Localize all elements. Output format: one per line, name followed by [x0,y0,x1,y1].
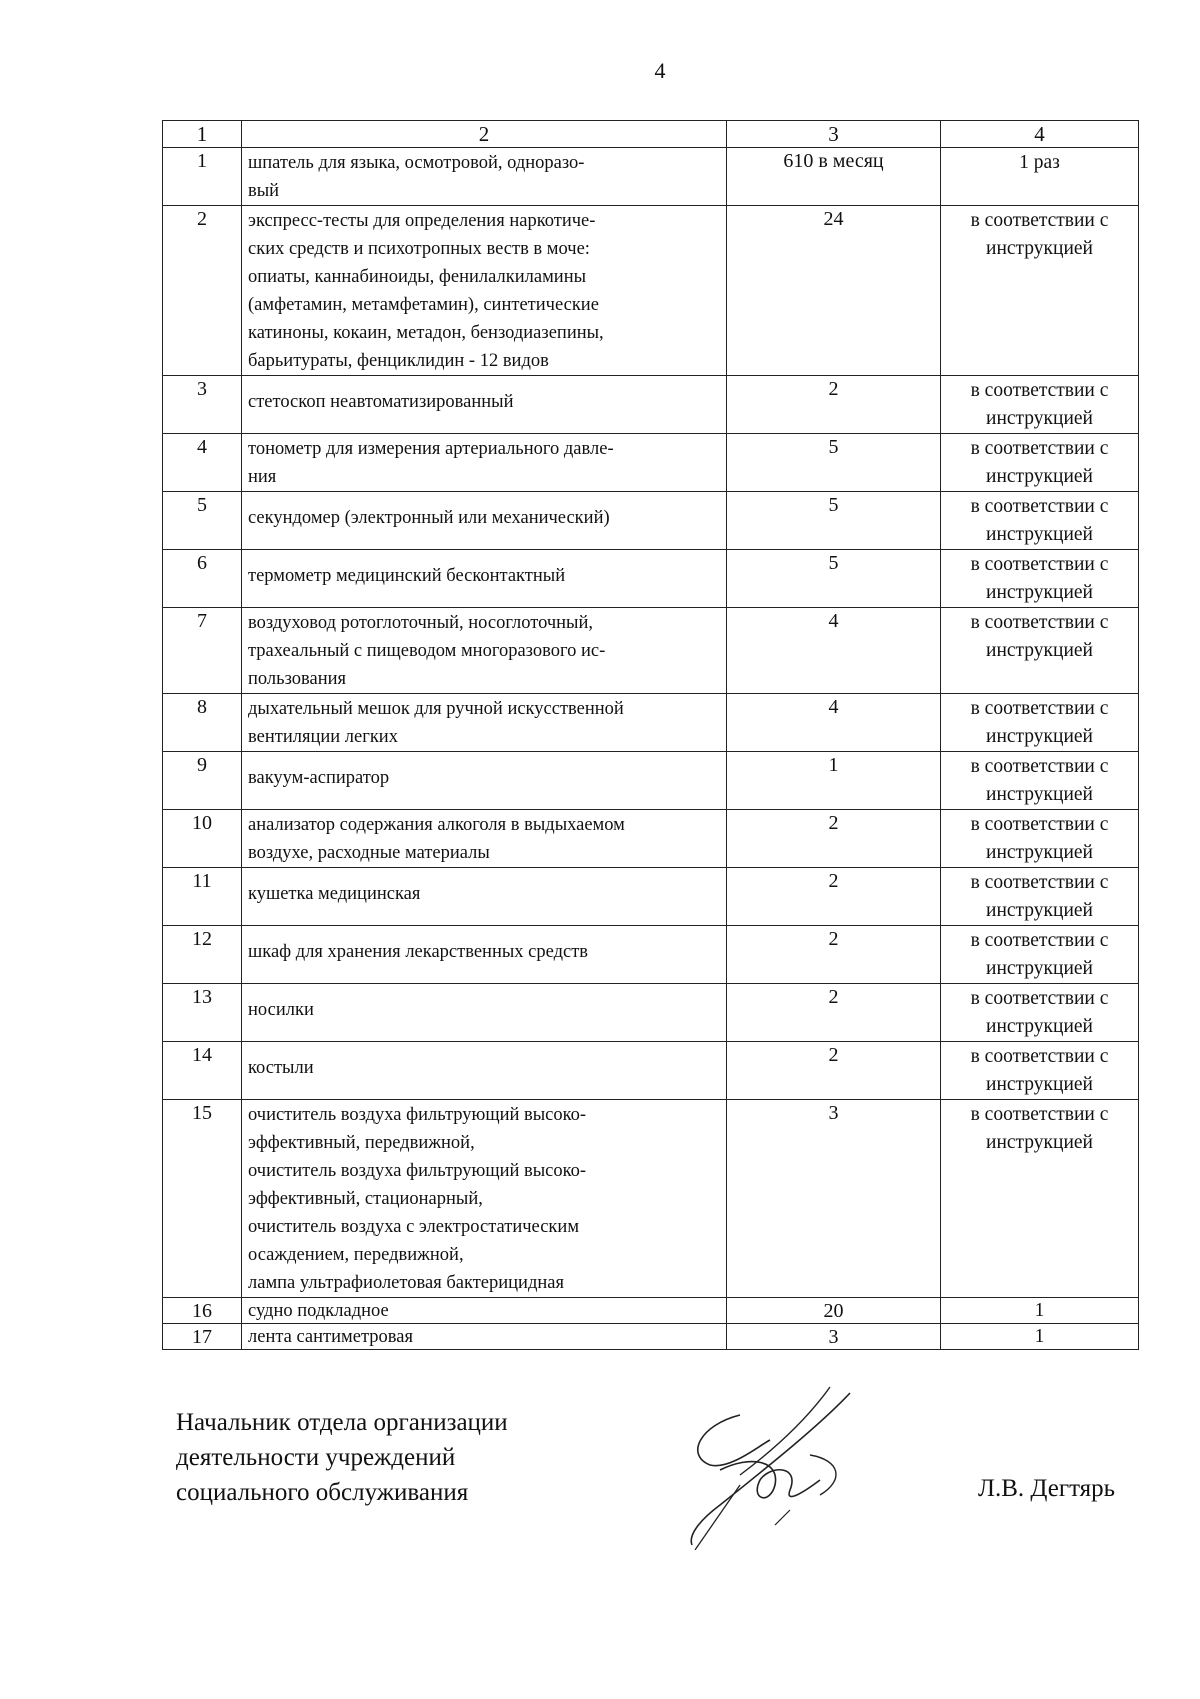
quantity-cell: 24 [727,206,941,376]
item-name-line: лента сантиметровая [248,1327,413,1347]
row-number-cell: 10 [163,810,242,868]
row-number-cell: 11 [163,868,242,926]
row-number-cell: 2 [163,206,242,376]
item-name-cell [242,868,727,926]
quantity-cell: 610 в месяц [727,148,941,206]
frequency-cell: в соответствии с инструкцией [941,492,1139,550]
item-name-cell [242,1042,727,1100]
quantity-cell: 5 [727,492,941,550]
item-name-line: экспресс-тесты для определения наркотиче- [248,211,596,231]
item-name-line: шкаф для хранения лекарственных средств [248,942,589,962]
item-name-line: лампа ультрафиолетовая бактерицидная [248,1273,564,1293]
row-number-cell: 4 [163,434,242,492]
frequency-cell: в соответствии с инструкцией [941,868,1139,926]
table-row [163,926,1139,984]
item-name-line: эффективный, стационарный, [248,1189,483,1209]
row-number-cell: 13 [163,984,242,1042]
table-row [163,1042,1139,1100]
row-number-cell: 1 [163,148,242,206]
table-row [163,550,1139,608]
table-row [163,376,1139,434]
item-name-line: анализатор содержания алкоголя в выдыхаемом [248,815,625,835]
item-name-line: тонометр для измерения артериального давле- [248,439,614,459]
item-name-line: очиститель воздуха с электростатическим [248,1217,580,1237]
header-cell-1: 1 [163,121,242,148]
item-name-cell [242,752,727,810]
item-name-line: эффективный, передвижной, [248,1133,475,1153]
table-row [163,810,1139,868]
row-number-cell: 7 [163,608,242,694]
item-name-cell [242,1100,727,1298]
item-name-cell [242,206,727,376]
row-number-cell: 17 [163,1324,242,1350]
table-row [163,434,1139,492]
item-name-line: воздуховод ротоглоточный, носоглоточный, [248,613,594,633]
quantity-cell: 4 [727,694,941,752]
item-name-line: трахеальный с пищеводом многоразового ис- [248,641,606,661]
frequency-cell: в соответствии с инструкцией [941,608,1139,694]
item-name-line: дыхательный мешок для ручной искусственной [248,699,624,719]
frequency-cell: 1 [941,1298,1139,1324]
item-name-line: осаждением, передвижной, [248,1245,464,1265]
item-name-line: вентиляции легких [248,727,398,747]
quantity-cell: 20 [727,1298,941,1324]
frequency-cell: 1 раз [941,148,1139,206]
item-name-cell [242,492,727,550]
table-row [163,608,1139,694]
header-cell-2: 2 [242,121,727,148]
item-name-line: ния [248,467,277,487]
row-number-cell: 6 [163,550,242,608]
item-name-line: опиаты, каннабиноиды, фенилалкиламины [248,267,587,287]
frequency-cell: 1 [941,1324,1139,1350]
page-number: 4 [654,58,666,83]
row-number-cell: 15 [163,1100,242,1298]
item-name-line: судно подкладное [248,1301,389,1321]
item-name-line: очиститель воздуха фильтрующий высоко- [248,1161,587,1181]
quantity-cell: 2 [727,376,941,434]
row-number-cell: 8 [163,694,242,752]
row-number-cell: 5 [163,492,242,550]
header-cell-3: 3 [727,121,941,148]
table-row [163,984,1139,1042]
item-name-line: шпатель для языка, осмотровой, одноразо- [248,153,585,173]
quantity-cell: 2 [727,1042,941,1100]
table-row [163,148,1139,206]
equipment-table [162,120,1139,1350]
quantity-cell: 2 [727,926,941,984]
item-name-line: секундомер (электронный или механический) [248,508,610,528]
position-line: социального обслуживания [176,1479,469,1506]
signatory-position [176,1405,508,1510]
item-name-line: вакуум-аспиратор [248,768,390,788]
handwritten-signature [680,1385,910,1550]
table-row [163,1298,1139,1324]
frequency-cell: в соответствии с инструкцией [941,376,1139,434]
item-name-line: ских средств и психотропных веств в моче: [248,239,590,259]
item-name-line: барьитураты, фенциклидин - 12 видов [248,351,549,371]
row-number-cell: 12 [163,926,242,984]
table-row [163,868,1139,926]
quantity-cell: 5 [727,434,941,492]
item-name-cell [242,376,727,434]
item-name-line: кушетка медицинская [248,884,421,904]
item-name-line: (амфетамин, метамфетамин), синтетические [248,295,599,315]
frequency-cell: в соответствии с инструкцией [941,550,1139,608]
table-row [163,1100,1139,1298]
item-name-line: термометр медицинский бесконтактный [248,566,566,586]
item-name-cell [242,434,727,492]
table-row [163,1324,1139,1350]
frequency-cell: в соответствии с инструкцией [941,1100,1139,1298]
quantity-cell: 4 [727,608,941,694]
row-number-cell: 9 [163,752,242,810]
quantity-cell: 2 [727,868,941,926]
quantity-cell: 3 [727,1324,941,1350]
frequency-cell: в соответствии с инструкцией [941,434,1139,492]
item-name-cell [242,694,727,752]
item-name-line: катиноны, кокаин, метадон, бензодиазепины, [248,323,604,343]
table-row [163,492,1139,550]
position-line: Начальник отдела организации [176,1409,508,1436]
item-name-line: воздухе, расходные материалы [248,843,490,863]
item-name-line: носилки [248,1000,314,1020]
item-name-line: пользования [248,669,347,689]
item-name-line: вый [248,181,280,201]
item-name-cell [242,608,727,694]
table-row [163,694,1139,752]
item-name-cell [242,984,727,1042]
item-name-line: очиститель воздуха фильтрующий высоко- [248,1105,587,1125]
frequency-cell: в соответствии с инструкцией [941,1042,1139,1100]
item-name-cell [242,550,727,608]
table-row [163,206,1139,376]
item-name-line: костыли [248,1058,314,1078]
item-name-cell [242,148,727,206]
item-name-cell [242,1324,727,1350]
row-number-cell: 3 [163,376,242,434]
row-number-cell: 14 [163,1042,242,1100]
table-row [163,752,1139,810]
quantity-cell: 2 [727,810,941,868]
frequency-cell: в соответствии с инструкцией [941,810,1139,868]
position-line: деятельности учреждений [176,1444,456,1471]
item-name-line: стетоскоп неавтоматизированный [248,392,514,412]
frequency-cell: в соответствии с инструкцией [941,926,1139,984]
row-number-cell: 16 [163,1298,242,1324]
quantity-cell: 5 [727,550,941,608]
signer-name: Л.В. Дегтярь [978,1475,1116,1502]
quantity-cell: 3 [727,1100,941,1298]
quantity-cell: 1 [727,752,941,810]
item-name-cell [242,1298,727,1324]
frequency-cell: в соответствии с инструкцией [941,752,1139,810]
frequency-cell: в соответствии с инструкцией [941,206,1139,376]
frequency-cell: в соответствии с инструкцией [941,694,1139,752]
frequency-cell: в соответствии с инструкцией [941,984,1139,1042]
header-cell-4: 4 [941,121,1139,148]
item-name-cell [242,926,727,984]
table-header-row [163,121,1139,148]
item-name-cell [242,810,727,868]
quantity-cell: 2 [727,984,941,1042]
